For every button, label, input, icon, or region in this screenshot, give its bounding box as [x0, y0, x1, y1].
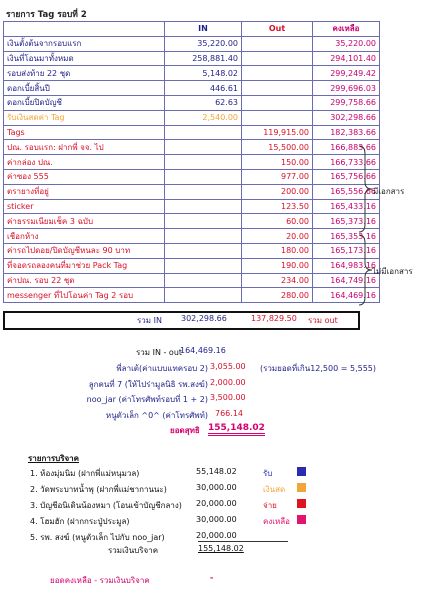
row-balance: 165,556.66	[313, 184, 380, 199]
table-header-row	[4, 22, 380, 37]
summary-r3-value: 3,500.00	[210, 393, 246, 402]
row-label: ปณ. รอบแรก: ฝากพี่ จจ. ไป	[4, 140, 165, 155]
row-in	[165, 258, 242, 273]
summary-r2-value: 2,000.00	[210, 378, 246, 387]
row-balance: 35,220.00	[313, 36, 380, 51]
row-in	[165, 273, 242, 288]
row-in: 258,881.40	[165, 51, 242, 66]
row-balance: 165,373.16	[313, 214, 380, 229]
page-title: รายการ Tag รอบที่ 2	[6, 10, 87, 20]
table-row	[4, 140, 380, 155]
row-in	[165, 288, 242, 303]
row-balance: 299,758.66	[313, 95, 380, 110]
table-row	[4, 81, 380, 96]
summary-r1-label: พี่ลาเต้(ค่าแบบแทครอบ 2)	[116, 364, 208, 373]
summary-r3-label: noo_jar (ค่าโทรศัพท์รอบที่ 1 + 2)	[86, 395, 208, 404]
total-out-label: รวม out	[308, 316, 338, 325]
row-out: 60.00	[242, 214, 313, 229]
table-row	[4, 36, 380, 51]
table-row	[4, 110, 380, 125]
donation-item-label: 2. วัดพระบาทน้ำพุ (ฝากพี่แม่ชากานนะ)	[30, 485, 167, 494]
ledger-table	[3, 21, 380, 303]
table-row	[4, 51, 380, 66]
row-label: ที่จอดรถลองคนที่มาช่วย Pack Tag	[4, 258, 165, 273]
row-in: 2,540.00	[165, 110, 242, 125]
final-value: -	[210, 573, 214, 582]
row-out: 150.00	[242, 155, 313, 170]
row-out: 977.00	[242, 169, 313, 184]
donation-item-value: 55,148.02	[196, 467, 237, 476]
row-label: รับเงินสดค่า Tag	[4, 110, 165, 125]
row-out	[242, 66, 313, 81]
table-row	[4, 229, 380, 244]
summary-in-out-label: รวม IN - out	[136, 348, 183, 357]
summary-in-out-value: 164,469.16	[180, 346, 226, 355]
row-out	[242, 95, 313, 110]
row-out: 15,500.00	[242, 140, 313, 155]
table-row	[4, 155, 380, 170]
table-row	[4, 214, 380, 229]
header-in: IN	[165, 22, 242, 37]
row-balance: 165,353.16	[313, 229, 380, 244]
row-in	[165, 199, 242, 214]
row-out: 20.00	[242, 229, 313, 244]
row-balance: 164,749.16	[313, 273, 380, 288]
donation-item-value: 30,000.00	[196, 515, 237, 524]
legend-label: จ่าย	[263, 501, 277, 510]
summary-net-value: 155,148.02	[208, 423, 265, 436]
row-out: 234.00	[242, 273, 313, 288]
summary-r4-label: หนูตัวเล็ก ^0^ (ค่าโทรศัพท์)	[105, 411, 208, 420]
row-out: 200.00	[242, 184, 313, 199]
row-in	[165, 169, 242, 184]
row-in	[165, 214, 242, 229]
row-label: ตรายางที่อยู่	[4, 184, 165, 199]
summary-net-label: ยอดสุทธิ	[170, 426, 200, 435]
summary-r2-label: ลูกคนที่ 7 (ให้ไปร่ามูลนิธิ รพ.สงฆ์)	[88, 380, 208, 389]
row-label: เงินตั้งต้นจากรอบแรก	[4, 36, 165, 51]
donation-total-rule	[198, 541, 288, 542]
row-label: sticker	[4, 199, 165, 214]
header-blank	[4, 22, 165, 37]
row-out: 119,915.00	[242, 125, 313, 140]
row-balance: 302,298.66	[313, 110, 380, 125]
legend-swatch	[297, 515, 306, 524]
row-in: 62.63	[165, 95, 242, 110]
row-out	[242, 110, 313, 125]
row-label: เชือกห้าง	[4, 229, 165, 244]
row-in: 5,148.02	[165, 66, 242, 81]
row-out: 190.00	[242, 258, 313, 273]
summary-r1-value: 3,055.00	[210, 362, 246, 371]
header-balance: คงเหลือ	[313, 22, 380, 37]
legend-label: เงินสด	[263, 485, 286, 494]
donation-item-label: 4. โฮมฮัก (ฝากกระปู่ประมูล)	[30, 517, 130, 526]
table-row	[4, 125, 380, 140]
row-balance: 294,101.40	[313, 51, 380, 66]
table-row	[4, 66, 380, 81]
row-label: ค่ารถไปดอย/ปิดบัญชีหนละ 90 บาท	[4, 243, 165, 258]
totals-row	[3, 311, 360, 330]
donation-total-value: 155,148.02	[198, 544, 244, 553]
row-label: เงินที่โอนมาทั้งหมด	[4, 51, 165, 66]
legend-label: รับ	[263, 469, 273, 478]
row-in	[165, 155, 242, 170]
table-row	[4, 258, 380, 273]
row-in	[165, 125, 242, 140]
row-label: ค่าปณ. รอบ 22 ชุด	[4, 273, 165, 288]
final-label: ยอดคงเหลือ - รวมเงินบริจาค	[50, 576, 150, 585]
row-in: 35,220.00	[165, 36, 242, 51]
table-row	[4, 288, 380, 303]
row-out	[242, 81, 313, 96]
row-balance: 164,983.16	[313, 258, 380, 273]
summary-r1-note: (รวมยอดที่เกิน12,500 = 5,555)	[260, 364, 376, 373]
row-balance: 165,433.16	[313, 199, 380, 214]
legend-swatch	[297, 499, 306, 508]
row-balance: 165,173.16	[313, 243, 380, 258]
summary-r4-value: 766.14	[215, 409, 243, 418]
row-balance: 299,249.42	[313, 66, 380, 81]
row-label: ดอกเบี้ยสิ้นปี	[4, 81, 165, 96]
table-row	[4, 184, 380, 199]
total-out-value: 137,829.50	[251, 314, 297, 323]
row-out: 180.00	[242, 243, 313, 258]
row-in	[165, 229, 242, 244]
table-row	[4, 243, 380, 258]
row-in	[165, 243, 242, 258]
donation-item-label: 5. รพ. สงฆ์ (หนูตัวเล็ก ไปกับ noo_jar)	[30, 533, 165, 542]
row-out: 123.50	[242, 199, 313, 214]
row-balance: 182,383.66	[313, 125, 380, 140]
row-in: 446.61	[165, 81, 242, 96]
row-balance: 164,469.16	[313, 288, 380, 303]
row-label: ค่าซอง 555	[4, 169, 165, 184]
donation-item-value: 20,000.00	[196, 531, 237, 540]
row-out	[242, 36, 313, 51]
row-label: รอบส่งท้าย 22 ชุด	[4, 66, 165, 81]
table-row	[4, 199, 380, 214]
donation-total-label: รวมเงินบริจาค	[108, 546, 159, 555]
donation-item-label: 3. บัญชีอนิเดินน้องหมา (โอนเข้าบัญชีกลาง)	[30, 501, 182, 510]
legend-label: คงเหลือ	[263, 517, 290, 526]
table-row	[4, 273, 380, 288]
header-out: Out	[242, 22, 313, 37]
row-in	[165, 184, 242, 199]
row-label: ดอกเบี้ยปิดบัญชี	[4, 95, 165, 110]
donation-item-label: 1. ห้องมุ่มนิม (ฝากพี่แม่หนุมวล)	[30, 469, 140, 478]
row-label: messenger ที่ไปโอนค่า Tag 2 รอบ	[4, 288, 165, 303]
row-out: 280.00	[242, 288, 313, 303]
table-row	[4, 95, 380, 110]
donation-item-value: 20,000.00	[196, 499, 237, 508]
brace-label-without-doc: ไม่มีเอกสาร	[372, 267, 413, 276]
brace-label-with-doc: มีเอกสาร	[373, 187, 405, 196]
row-balance: 166,883.66	[313, 140, 380, 155]
donation-title: รายการบริจาค	[28, 454, 80, 463]
total-in-label: รวม IN	[137, 316, 162, 325]
row-balance: 299,696.03	[313, 81, 380, 96]
legend-swatch	[297, 467, 306, 476]
row-label: Tags	[4, 125, 165, 140]
total-in-value: 302,298.66	[181, 314, 227, 323]
row-label: ค่ากล่อง ปณ.	[4, 155, 165, 170]
donation-item-value: 30,000.00	[196, 483, 237, 492]
table-row	[4, 169, 380, 184]
row-balance: 166,733.66	[313, 155, 380, 170]
row-in	[165, 140, 242, 155]
row-balance: 165,756.66	[313, 169, 380, 184]
row-label: ค่าธรรมเนียมเช็ค 3 ฉบับ	[4, 214, 165, 229]
legend-swatch	[297, 483, 306, 492]
row-out	[242, 51, 313, 66]
